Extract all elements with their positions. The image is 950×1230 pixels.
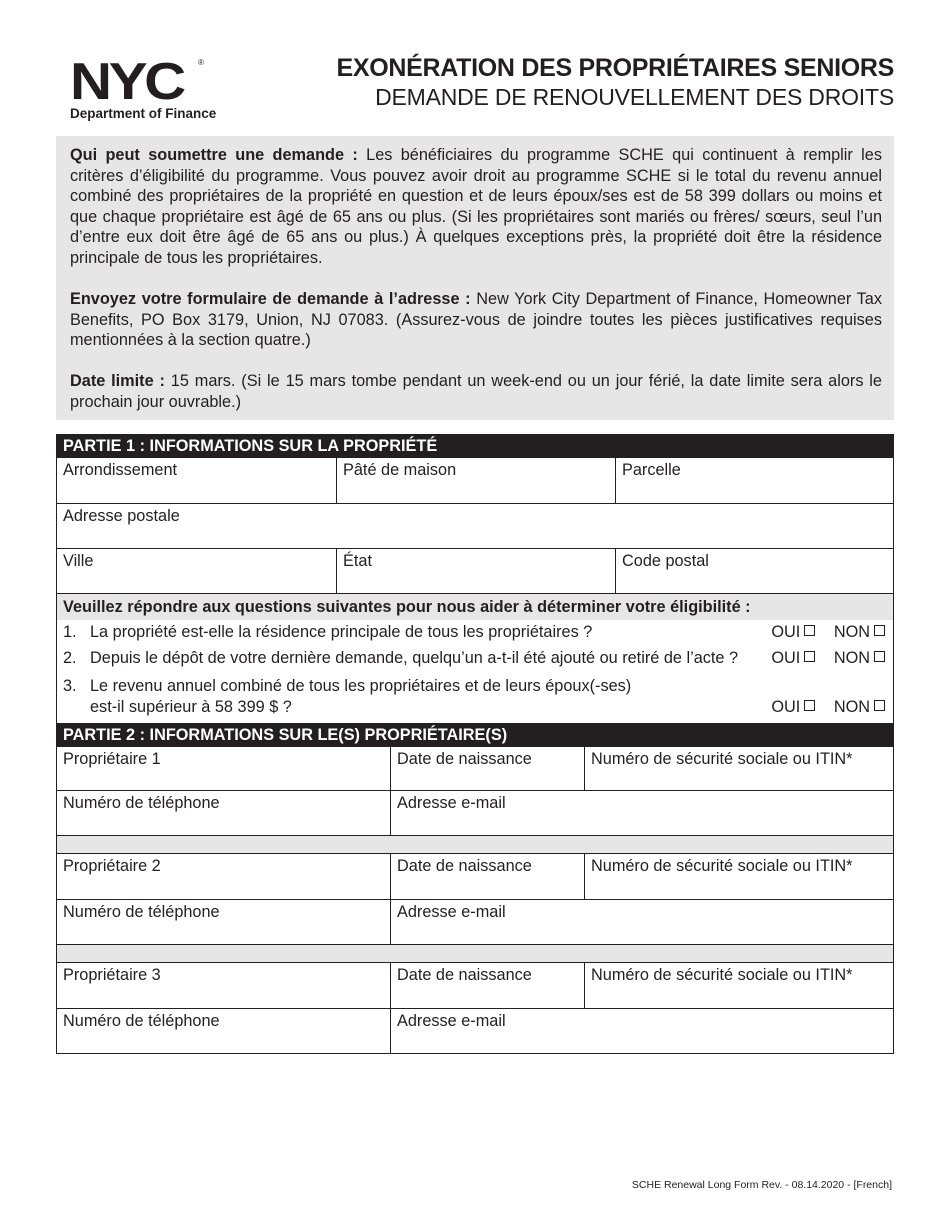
- borough-field[interactable]: [57, 458, 336, 503]
- send-paragraph: [70, 289, 882, 351]
- email-label: Adresse e-mail: [397, 794, 506, 812]
- owner-label: Propriétaire 2: [63, 857, 161, 875]
- phone-label: Numéro de téléphone: [63, 1012, 220, 1030]
- owner-2-phone-field[interactable]: [57, 900, 390, 944]
- owner-3-row-2: [56, 1009, 894, 1054]
- block-label: Pâté de maison: [343, 461, 457, 479]
- deadline-label: Date limite :: [70, 372, 165, 390]
- owner-3-name-field[interactable]: [57, 963, 390, 1008]
- no-checkbox[interactable]: [874, 625, 885, 636]
- ssn-label: Numéro de sécurité sociale ou ITIN*: [591, 966, 853, 984]
- page-title: EXONÉRATION DES PROPRIÉTAIRES SENIORS: [336, 54, 894, 82]
- question-text: Depuis le dépôt de votre dernière demande, quelqu’un a-t-il été ajouté ou retiré de l’acte ?: [90, 649, 739, 667]
- yes-no-options: [771, 623, 885, 642]
- deadline-text: 15 mars. (Si le 15 mars tombe pendant un week-end ou un jour férié, la date limite sera alors le prochain jour ouvrable.): [70, 372, 882, 411]
- form-revision-footer: SCHE Renewal Long Form Rev. - 08.14.2020 - [French]: [631, 1179, 892, 1191]
- question-number: 3.: [63, 677, 77, 695]
- owner-separator: [56, 836, 894, 854]
- ssn-label: Numéro de sécurité sociale ou ITIN*: [591, 750, 853, 768]
- owner-2-name-field[interactable]: [57, 854, 390, 899]
- yes-checkbox[interactable]: [804, 700, 815, 711]
- city-field[interactable]: [57, 549, 336, 593]
- deadline-paragraph: [70, 371, 882, 412]
- lot-field[interactable]: [615, 458, 893, 503]
- yes-checkbox[interactable]: [804, 651, 815, 662]
- owner-1-row-2: [56, 791, 894, 836]
- property-row-2: [56, 504, 894, 549]
- email-label: Adresse e-mail: [397, 903, 506, 921]
- intro-box: [56, 136, 894, 420]
- address-field[interactable]: [57, 504, 893, 548]
- yes-no-options: [771, 649, 885, 668]
- send-text: New York City Department of Finance, Homeowner Tax Benefits, PO Box 3179, Union, NJ 07083. (Assurez-vous de joindre toutes les pièces justificatives requises mentionnées à la section quatre.): [70, 290, 882, 349]
- yes-label: OUI: [771, 649, 801, 667]
- send-label: Envoyez votre formulaire de demande à l’adresse :: [70, 290, 471, 308]
- owner-3-ssn-field[interactable]: [584, 963, 893, 1008]
- yes-no-options: [771, 698, 885, 717]
- owner-1-phone-field[interactable]: [57, 791, 390, 835]
- owner-2-row-2: [56, 900, 894, 945]
- property-row-1: [56, 458, 894, 504]
- owner-3-row-1: [56, 963, 894, 1009]
- question-3: [56, 673, 894, 723]
- yes-label: OUI: [771, 623, 801, 641]
- application-form: [56, 434, 894, 1054]
- owner-1-row-1: [56, 747, 894, 791]
- borough-label: Arrondissement: [63, 461, 178, 479]
- question-text-line2: est-il supérieur à 58 399 $ ?: [90, 698, 292, 716]
- owner-3-dob-field[interactable]: [390, 963, 584, 1008]
- dob-label: Date de naissance: [397, 750, 532, 768]
- dob-label: Date de naissance: [397, 857, 532, 875]
- who-text: Les bénéficiaires du programme SCHE qui continuent à remplir les critères d’éligibilité du programme. Vous pouvez avoir droit au programme SCHE si le total du revenu annuel combiné des propriétaires de la propriété en question et de leurs époux/ses est de 58 399 dollars ou moins et que chaque propriétaire est âgé de 65 ans ou plus. (Si les propriétaires sont mariés ou frères/ sœurs, seul l’un d’entre eux doit être âgé de 65 ans ou plus.) À quelques exceptions près, la propriété doit être la résidence principale de tous les propriétaires.: [70, 146, 882, 267]
- owner-1-email-field[interactable]: [390, 791, 893, 835]
- question-2: [56, 646, 894, 673]
- question-number: 2.: [63, 649, 77, 667]
- block-field[interactable]: [336, 458, 615, 503]
- no-checkbox[interactable]: [874, 700, 885, 711]
- zip-field[interactable]: [615, 549, 893, 593]
- property-row-3: [56, 549, 894, 594]
- page-subtitle: DEMANDE DE RENOUVELLEMENT DES DROITS: [375, 84, 894, 110]
- part2-header: PARTIE 2 : INFORMATIONS SUR LE(S) PROPRIÉTAIRE(S): [56, 723, 894, 747]
- who-paragraph: [70, 145, 882, 268]
- department-name: Department of Finance: [70, 106, 217, 121]
- dob-label: Date de naissance: [397, 966, 532, 984]
- owner-3-email-field[interactable]: [390, 1009, 893, 1053]
- owner-2-ssn-field[interactable]: [584, 854, 893, 899]
- questions-header: Veuillez répondre aux questions suivantes pour nous aider à déterminer votre éligibilité :: [56, 594, 894, 620]
- owner-1-ssn-field[interactable]: [584, 747, 893, 790]
- who-label: Qui peut soumettre une demande :: [70, 146, 358, 164]
- owner-label: Propriétaire 1: [63, 750, 161, 768]
- yes-checkbox[interactable]: [804, 625, 815, 636]
- state-label: État: [343, 552, 372, 570]
- city-label: Ville: [63, 552, 94, 570]
- no-checkbox[interactable]: [874, 651, 885, 662]
- state-field[interactable]: [336, 549, 615, 593]
- owner-2-dob-field[interactable]: [390, 854, 584, 899]
- question-number: 1.: [63, 623, 77, 641]
- logo-text: NYC: [70, 53, 183, 111]
- no-label: NON: [833, 623, 870, 641]
- part1-header: PARTIE 1 : INFORMATIONS SUR LA PROPRIÉTÉ: [56, 434, 894, 458]
- question-text: Le revenu annuel combiné de tous les propriétaires et de leurs époux(-ses): [90, 677, 632, 695]
- no-label: NON: [833, 698, 870, 716]
- owner-2-email-field[interactable]: [390, 900, 893, 944]
- owner-2-row-1: [56, 854, 894, 900]
- address-label: Adresse postale: [63, 507, 180, 525]
- phone-label: Numéro de téléphone: [63, 794, 220, 812]
- phone-label: Numéro de téléphone: [63, 903, 220, 921]
- zip-label: Code postal: [622, 552, 709, 570]
- question-1: [56, 620, 894, 646]
- owner-1-dob-field[interactable]: [390, 747, 584, 790]
- nyc-logo: [70, 53, 240, 124]
- owner-label: Propriétaire 3: [63, 966, 161, 984]
- logo-registered-mark: ®: [198, 58, 204, 67]
- ssn-label: Numéro de sécurité sociale ou ITIN*: [591, 857, 853, 875]
- owner-1-name-field[interactable]: [57, 747, 390, 790]
- question-text: La propriété est-elle la résidence principale de tous les propriétaires ?: [90, 623, 593, 641]
- owner-separator: [56, 945, 894, 963]
- owner-3-phone-field[interactable]: [57, 1009, 390, 1053]
- no-label: NON: [833, 649, 870, 667]
- yes-label: OUI: [771, 698, 801, 716]
- lot-label: Parcelle: [622, 461, 681, 479]
- email-label: Adresse e-mail: [397, 1012, 506, 1030]
